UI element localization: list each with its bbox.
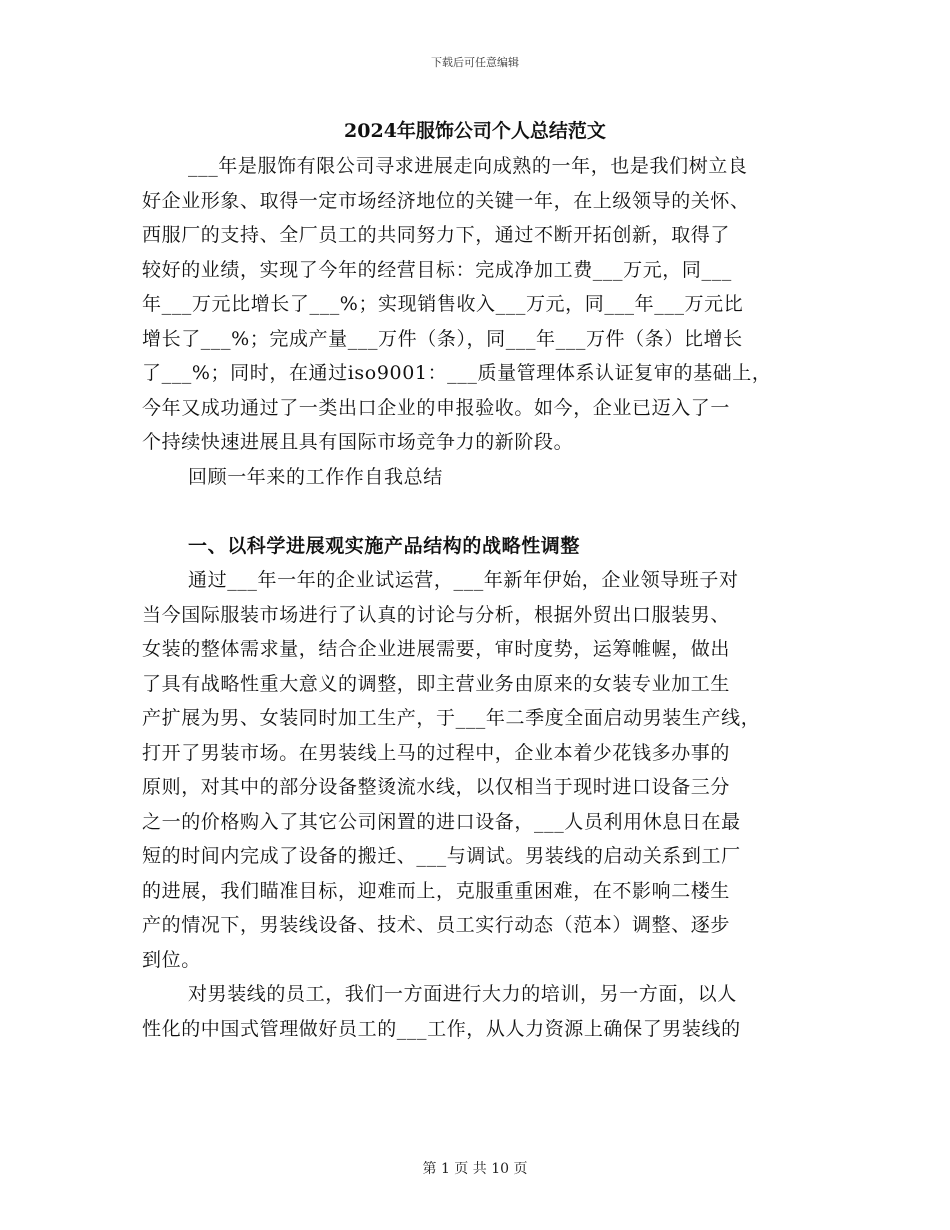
section1-line: 原则，对其中的部分设备整烫流水线，以仅相当于现时进口设备三分: [142, 776, 731, 798]
section1-line: 了具有战略性重大意义的调整，即主营业务由原来的女装专业加工生: [142, 672, 731, 695]
page-number: 第 1 页 共 10 页: [422, 1161, 528, 1177]
intro-line: 了___%；同时，在通过iso9001：___质量管理体系认证复审的基础上，: [142, 362, 772, 384]
intro-line: 西服厂的支持、全厂员工的共同努力下，通过不断开拓创新，取得了: [142, 224, 731, 246]
intro-line: 好企业形象、取得一定市场经济地位的关键一年，在上级领导的关怀、: [142, 189, 750, 212]
section-heading: 一、以科学进展观实施产品结构的战略性调整: [188, 534, 581, 557]
section1-line: 到位。: [142, 948, 201, 971]
section1-line: 产的情况下，男装线设备、技术、员工实行动态（范本）调整、逐步: [142, 914, 731, 936]
section1-line: 打开了男装市场。在男装线上马的过程中，企业本着少花钱多办事的: [142, 741, 731, 764]
document-title: 2024年服饰公司个人总结范文: [344, 120, 606, 142]
intro-line: 较好的业绩，实现了今年的经营目标：完成净加工费___万元，同___: [142, 258, 732, 281]
intro-line: 今年又成功通过了一类出口企业的申报验收。如今，企业已迈入了一: [142, 396, 731, 419]
section1-line: 当今国际服装市场进行了认真的讨论与分析，根据外贸出口服装男、: [142, 603, 731, 626]
section1-line: 产扩展为男、女装同时加工生产，于___年二季度全面启动男装生产线，: [142, 707, 761, 729]
intro-line: 年___万元比增长了___%；实现销售收入___万元，同___年___万元比: [142, 293, 744, 315]
intro-line: ___年是服饰有限公司寻求进展走向成熟的一年，也是我们树立良: [188, 155, 748, 177]
section2-line: 性化的中国式管理做好员工的___工作，从人力资源上确保了男装线的: [142, 1017, 741, 1040]
section1-line: 的进展，我们瞄准目标，迎难而上，克服重重困难，在不影响二楼生: [142, 879, 731, 902]
section1-line: 通过___年一年的企业试运营，___年新年伊始，企业领导班子对: [188, 569, 739, 591]
section1-line: 短的时间内完成了设备的搬迁、___与调试。男装线的启动关系到工厂: [142, 845, 741, 867]
section1-line: 女装的整体需求量，结合企业进展需要，审时度势，运筹帷幄，做出: [142, 638, 731, 660]
intro-line: 增长了___%；完成产量___万件（条），同___年___万件（条）比增长: [142, 327, 743, 350]
section2-line: 对男装线的员工，我们一方面进行大力的培训，另一方面，以人: [188, 983, 737, 1005]
page-header: 下载后可任意编辑: [431, 56, 519, 69]
section1-line: 之一的价格购入了其它公司闲置的进口设备，___人员利用休息日在最: [142, 810, 741, 833]
document-body: [142, 149, 822, 1046]
review-line: 回顾一年来的工作作自我总结: [188, 465, 443, 488]
paragraph-gap: [142, 494, 822, 529]
intro-line: 个持续快速进展且具有国际市场竞争力的新阶段。: [142, 431, 574, 453]
